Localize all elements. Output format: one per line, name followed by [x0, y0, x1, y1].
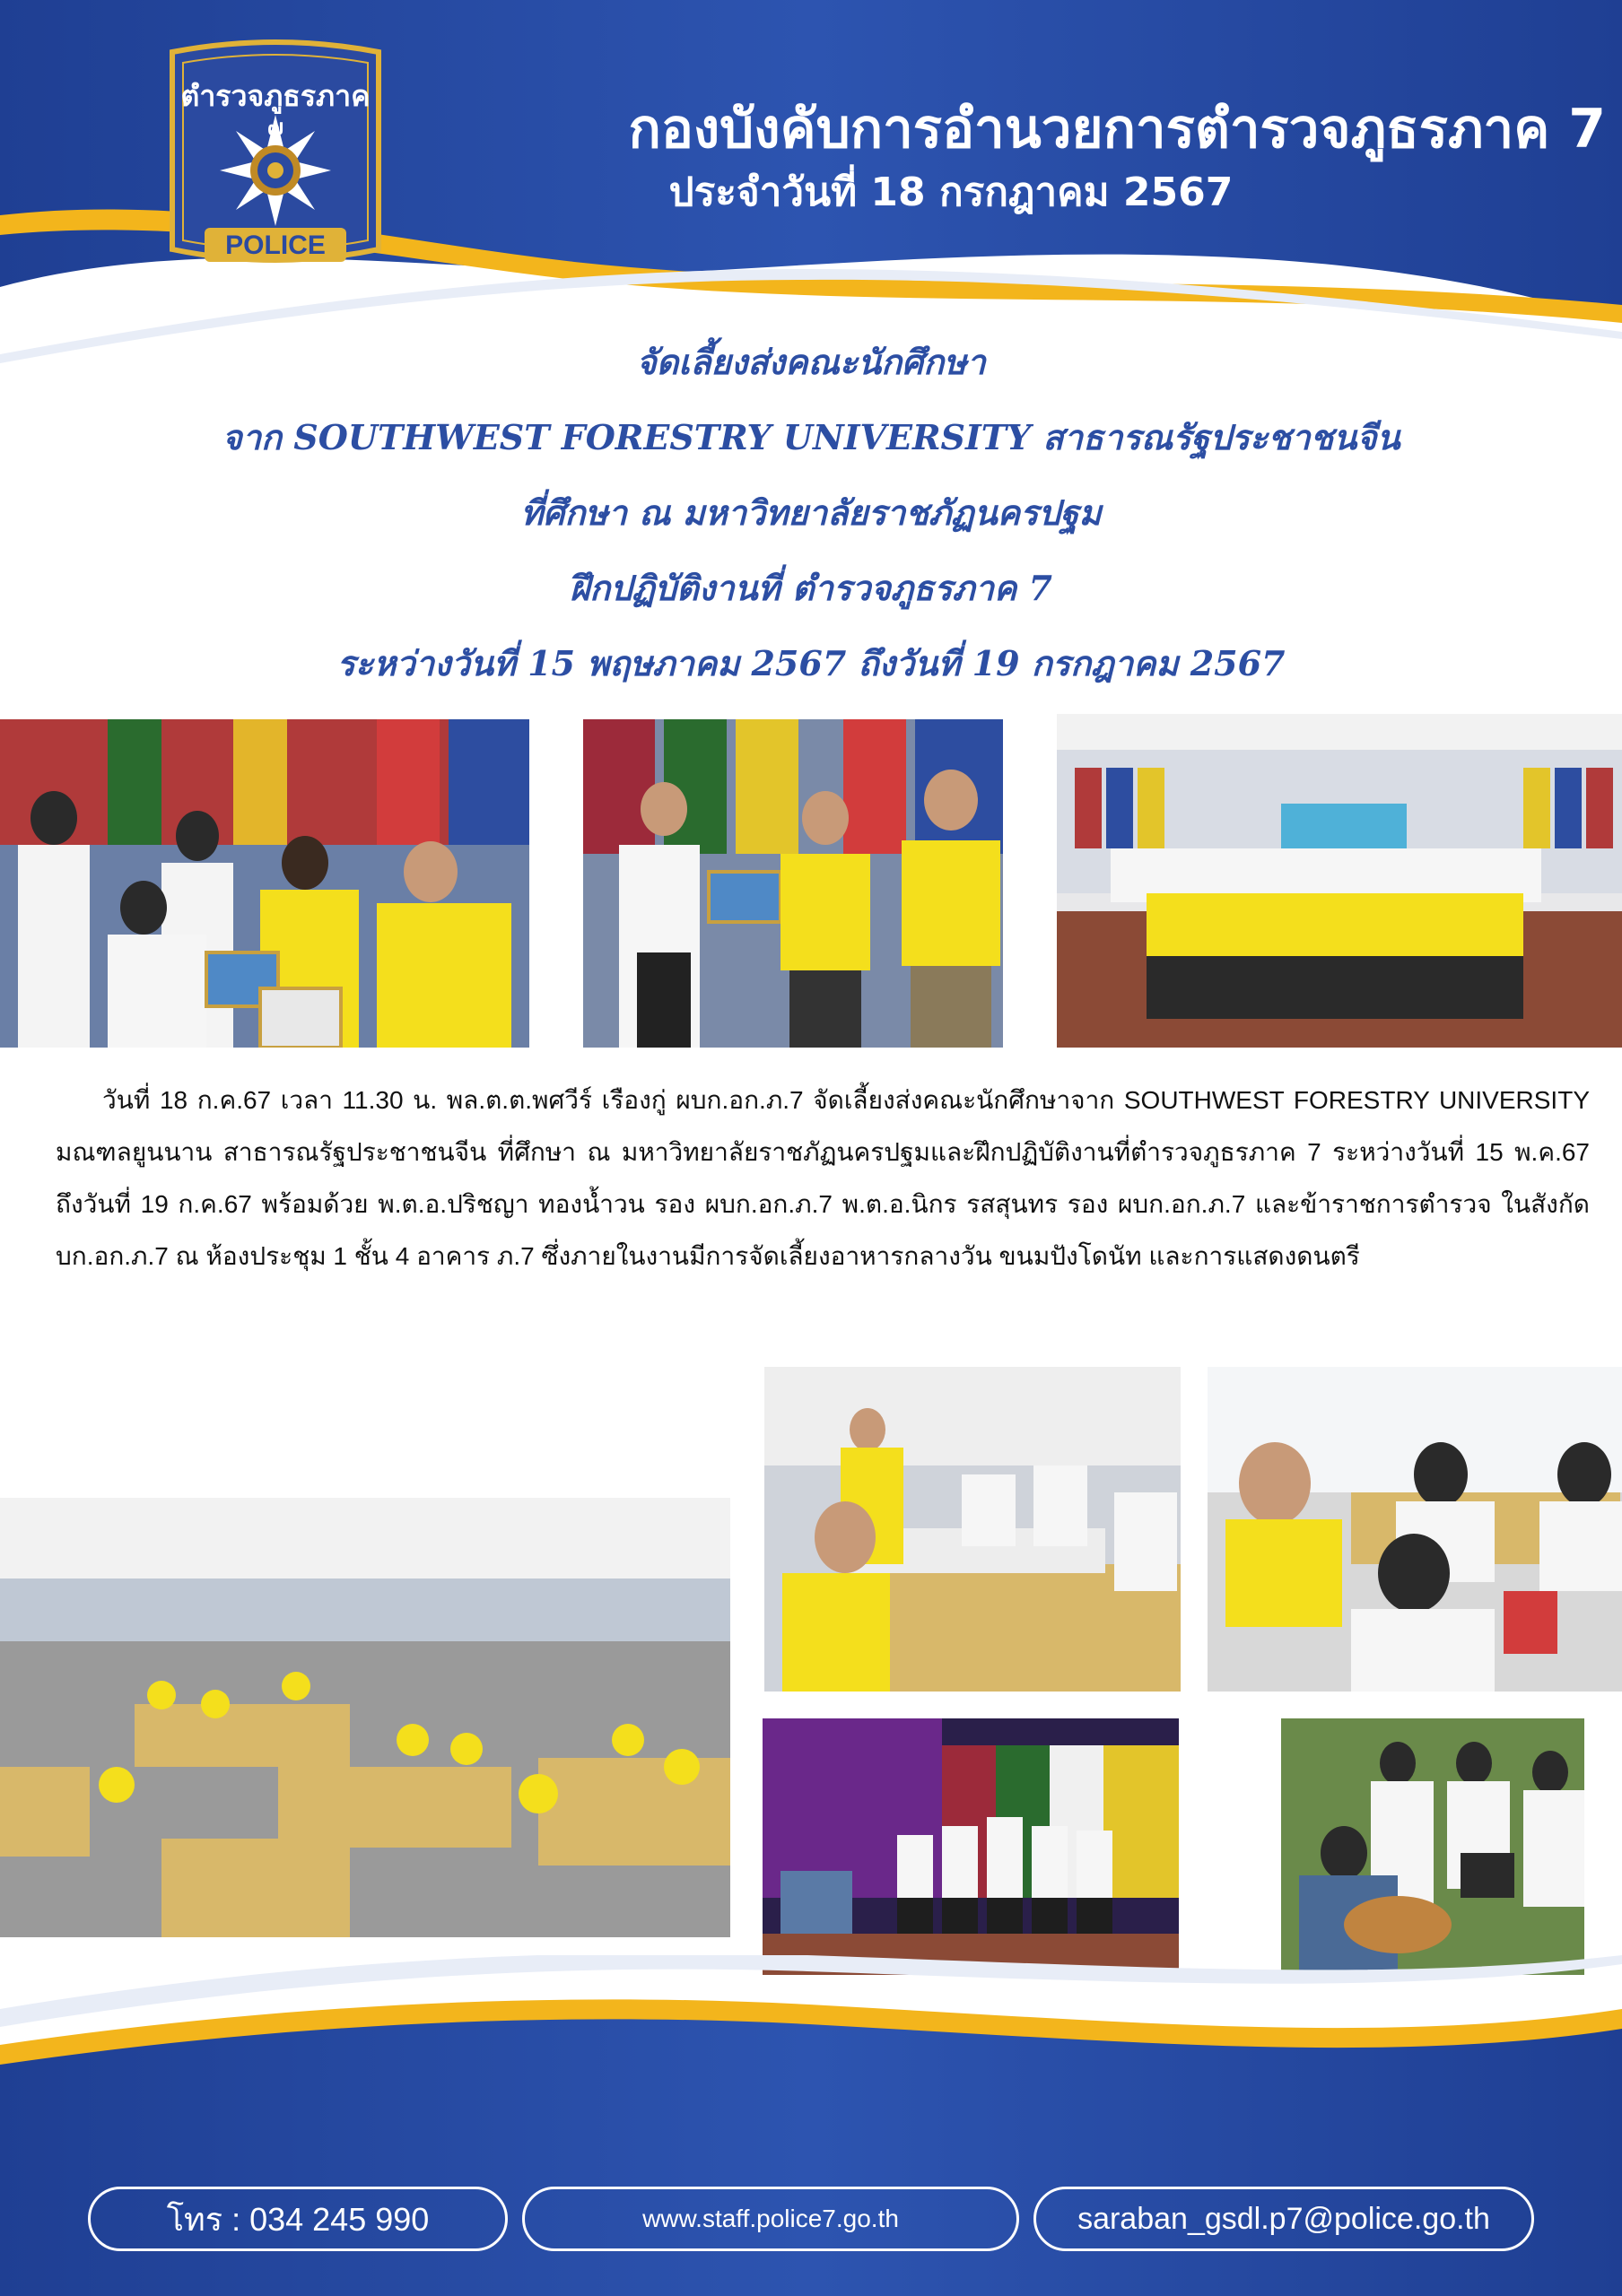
police-badge-logo [154, 36, 397, 280]
photo-music-performance-2 [1281, 1718, 1584, 1975]
headline-block [179, 325, 1443, 701]
footer-email-link[interactable] [1033, 2187, 1534, 2251]
badge-top-text: ตำรวจภูธรภาค [180, 79, 371, 113]
photo-certificate-presentation-2 [583, 719, 1003, 1048]
photo-certificate-presentation-1 [0, 719, 529, 1048]
photo-lunch-hall [0, 1498, 730, 1937]
badge-number: ๗ [266, 115, 284, 140]
footer-phone [88, 2187, 508, 2251]
photo-lunch-table-2 [1208, 1367, 1622, 1692]
headline-line-4: ฝึกปฏิบัติงานที่ ตำรวจภูธรภาค 7 [569, 568, 1052, 608]
article-body [56, 1074, 1590, 1283]
footer-website-link[interactable] [522, 2187, 1019, 2251]
headline-line-5: ระหว่างวันที่ 15 พฤษภาคม 2567 ถึงวันที่ 19 กรกฎาคม 2567 [336, 643, 1286, 683]
headline-line-2: จาก SOUTHWEST FORESTRY UNIVERSITY สาธารณรัฐประชาชนจีน [222, 417, 1400, 457]
photo-lunch-table-1 [764, 1367, 1181, 1692]
footer-website-text: www.staff.police7.go.th [642, 2205, 899, 2232]
header-title: กองบังคับการอำนวยการตำรวจภูธรภาค 7 [628, 98, 1606, 161]
article-paragraph: วันที่ 18 ก.ค.67 เวลา 11.30 น. พล.ต.ต.พศวีร์ เรืองกู่ ผบก.อก.ภ.7 จัดเลี้ยงส่งคณะนักศึกษาจาก SOUTHWEST FORESTRY UNIVERSITY มณฑลยูนนาน สาธารณรัฐประชาชนจีน ที่ศึกษา ณ มหาวิทยาลัยราชภัฏนครปฐมและฝึกปฏิบัติงานที่ตำรวจภูธรภาค 7 ระหว่างวันที่ 15 พ.ค.67 ถึงวันที่ 19 ก.ค.67 พร้อมด้วย พ.ต.อ.ปริชญา ทองน้ำวน รอง ผบก.อก.ภ.7 พ.ต.อ.นิกร รสสุนทร รอง ผบก.อก.ภ.7 และข้าราชการตำรวจ ในสังกัด บก.อก.ภ.7 ณ ห้องประชุม 1 ชั้น 4 อาคาร ภ.7 ซึ่งภายในงานมีการจัดเลี้ยงอาหารกลางวัน ขนมปังโดนัท และการแสดงดนตรี [56, 1086, 1590, 1270]
headline-line-3: ที่ศึกษา ณ มหาวิทยาลัยราชภัฏนครปฐม [520, 492, 1102, 533]
footer-phone-text: โทร : 034 245 990 [166, 2200, 430, 2238]
headline-line-1: จัดเลี้ยงส่งคณะนักศึกษา [636, 342, 986, 382]
header-date: ประจำวันที่ 18 กรกฎาคม 2567 [668, 170, 1234, 215]
footer-email-text: saraban_gsdl.p7@police.go.th [1077, 2201, 1490, 2236]
photo-music-performance-1 [763, 1718, 1179, 1975]
badge-police-text: POLICE [225, 230, 326, 260]
photo-group-stage [1057, 714, 1622, 1048]
